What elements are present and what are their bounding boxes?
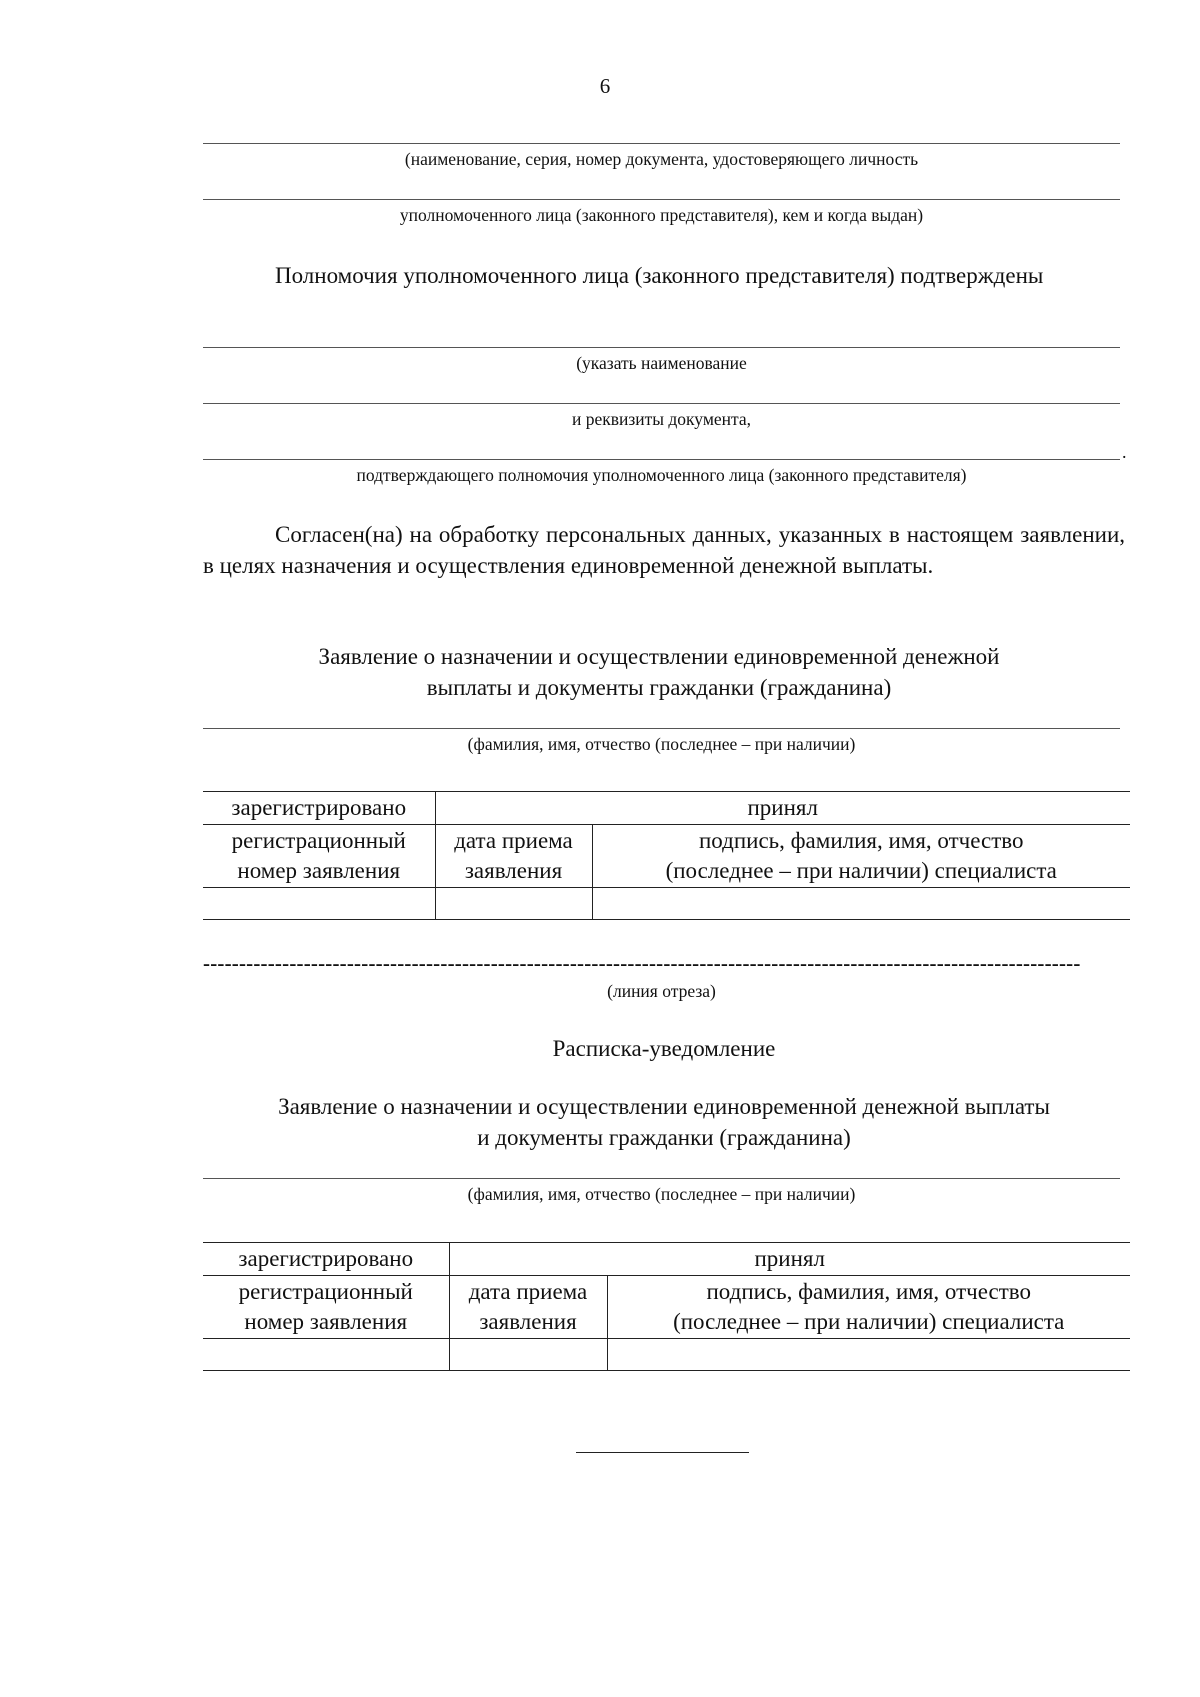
cut-line-dashes: --------------------------------------------------------------------------------------------------------------------------: [203, 952, 1081, 974]
caption-authority-1: (указать наименование: [576, 353, 747, 373]
date-line2: заявления: [479, 1309, 577, 1334]
cell-accepted: принял: [449, 1243, 1130, 1276]
cell-registered: зарегистрировано: [203, 792, 435, 825]
cell-specialist-value[interactable]: [607, 1339, 1130, 1371]
reg-number-line1: регистрационный: [231, 828, 406, 853]
reg-number-line1: регистрационный: [238, 1279, 413, 1304]
receipt-heading: Расписка-уведомление: [552, 1036, 776, 1061]
specialist-line1: подпись, фамилия, имя, отчество: [698, 828, 1024, 853]
cell-reg-number-value[interactable]: [203, 1339, 449, 1371]
section1-title: [198, 641, 1120, 703]
date-line1: дата приема: [454, 828, 573, 853]
cell-date-header: [449, 1276, 607, 1339]
cell-specialist-header: [592, 825, 1130, 888]
cell-accepted: принял: [435, 792, 1130, 825]
paragraph-consent: Согласен(на) на обработку персональных данных, указанных в настоящем заявлении, в целях назначения и осуществления единовременной денежной выплаты.: [203, 522, 1125, 578]
fill-line-authority-3[interactable]: [203, 459, 1120, 460]
fill-line-id-document-2[interactable]: [203, 199, 1120, 200]
registration-table-1: [203, 791, 1130, 920]
cell-registered: зарегистрировано: [203, 1243, 449, 1276]
page-number: 6: [599, 74, 611, 98]
caption-authority-3: подтверждающего полномочия уполномоченного лица (законного представителя): [356, 465, 967, 485]
date-line2: заявления: [464, 858, 563, 883]
caption-id-document-1: (наименование, серия, номер документа, удостоверяющего личность: [404, 149, 919, 169]
cell-reg-number-header: [203, 1276, 449, 1339]
date-line1: дата приема: [468, 1279, 588, 1304]
section1-title-line1: Заявление о назначении и осуществлении единовременной денежной: [318, 644, 1000, 669]
cell-date-value[interactable]: [449, 1339, 607, 1371]
specialist-line1: подпись, фамилия, имя, отчество: [706, 1279, 1031, 1304]
fill-line-authority-1[interactable]: [203, 347, 1120, 348]
specialist-line2: (последнее – при наличии) специалиста: [665, 858, 1057, 883]
registration-table-2: [203, 1242, 1130, 1371]
caption-id-document-2: уполномоченного лица (законного представителя), кем и когда выдан): [399, 205, 924, 225]
cell-date-value[interactable]: [435, 888, 592, 920]
cell-specialist-value[interactable]: [592, 888, 1130, 920]
cell-reg-number-value[interactable]: [203, 888, 435, 920]
reg-number-line2: номер заявления: [237, 858, 401, 883]
receipt-title-line1: Заявление о назначении и осуществлении единовременной денежной выплаты: [278, 1094, 1050, 1119]
reg-number-line2: номер заявления: [244, 1309, 408, 1334]
cell-specialist-header: [607, 1276, 1130, 1339]
fill-line-fio-2[interactable]: [203, 1178, 1120, 1179]
section1-title-line2: выплаты и документы гражданки (гражданина): [426, 675, 892, 700]
fill-line-id-document-1[interactable]: [203, 143, 1120, 144]
caption-fio-1: (фамилия, имя, отчество (последнее – при наличии): [467, 734, 856, 754]
specialist-line2: (последнее – при наличии) специалиста: [673, 1309, 1065, 1334]
end-dot: .: [1122, 442, 1127, 462]
caption-cut-line: (линия отреза): [607, 981, 716, 1001]
caption-authority-2: и реквизиты документа,: [571, 409, 752, 429]
receipt-title: [203, 1091, 1125, 1153]
fill-line-authority-2[interactable]: [203, 403, 1120, 404]
cell-date-header: [435, 825, 592, 888]
caption-fio-2: (фамилия, имя, отчество (последнее – при наличии): [467, 1184, 856, 1204]
fill-line-fio-1[interactable]: [203, 728, 1120, 729]
closing-separator-line: [576, 1452, 749, 1453]
paragraph-authority-confirmed: Полномочия уполномоченного лица (законного представителя) подтверждены: [275, 263, 1044, 288]
receipt-title-line2: и документы гражданки (гражданина): [477, 1125, 851, 1150]
cell-reg-number-header: [203, 825, 435, 888]
